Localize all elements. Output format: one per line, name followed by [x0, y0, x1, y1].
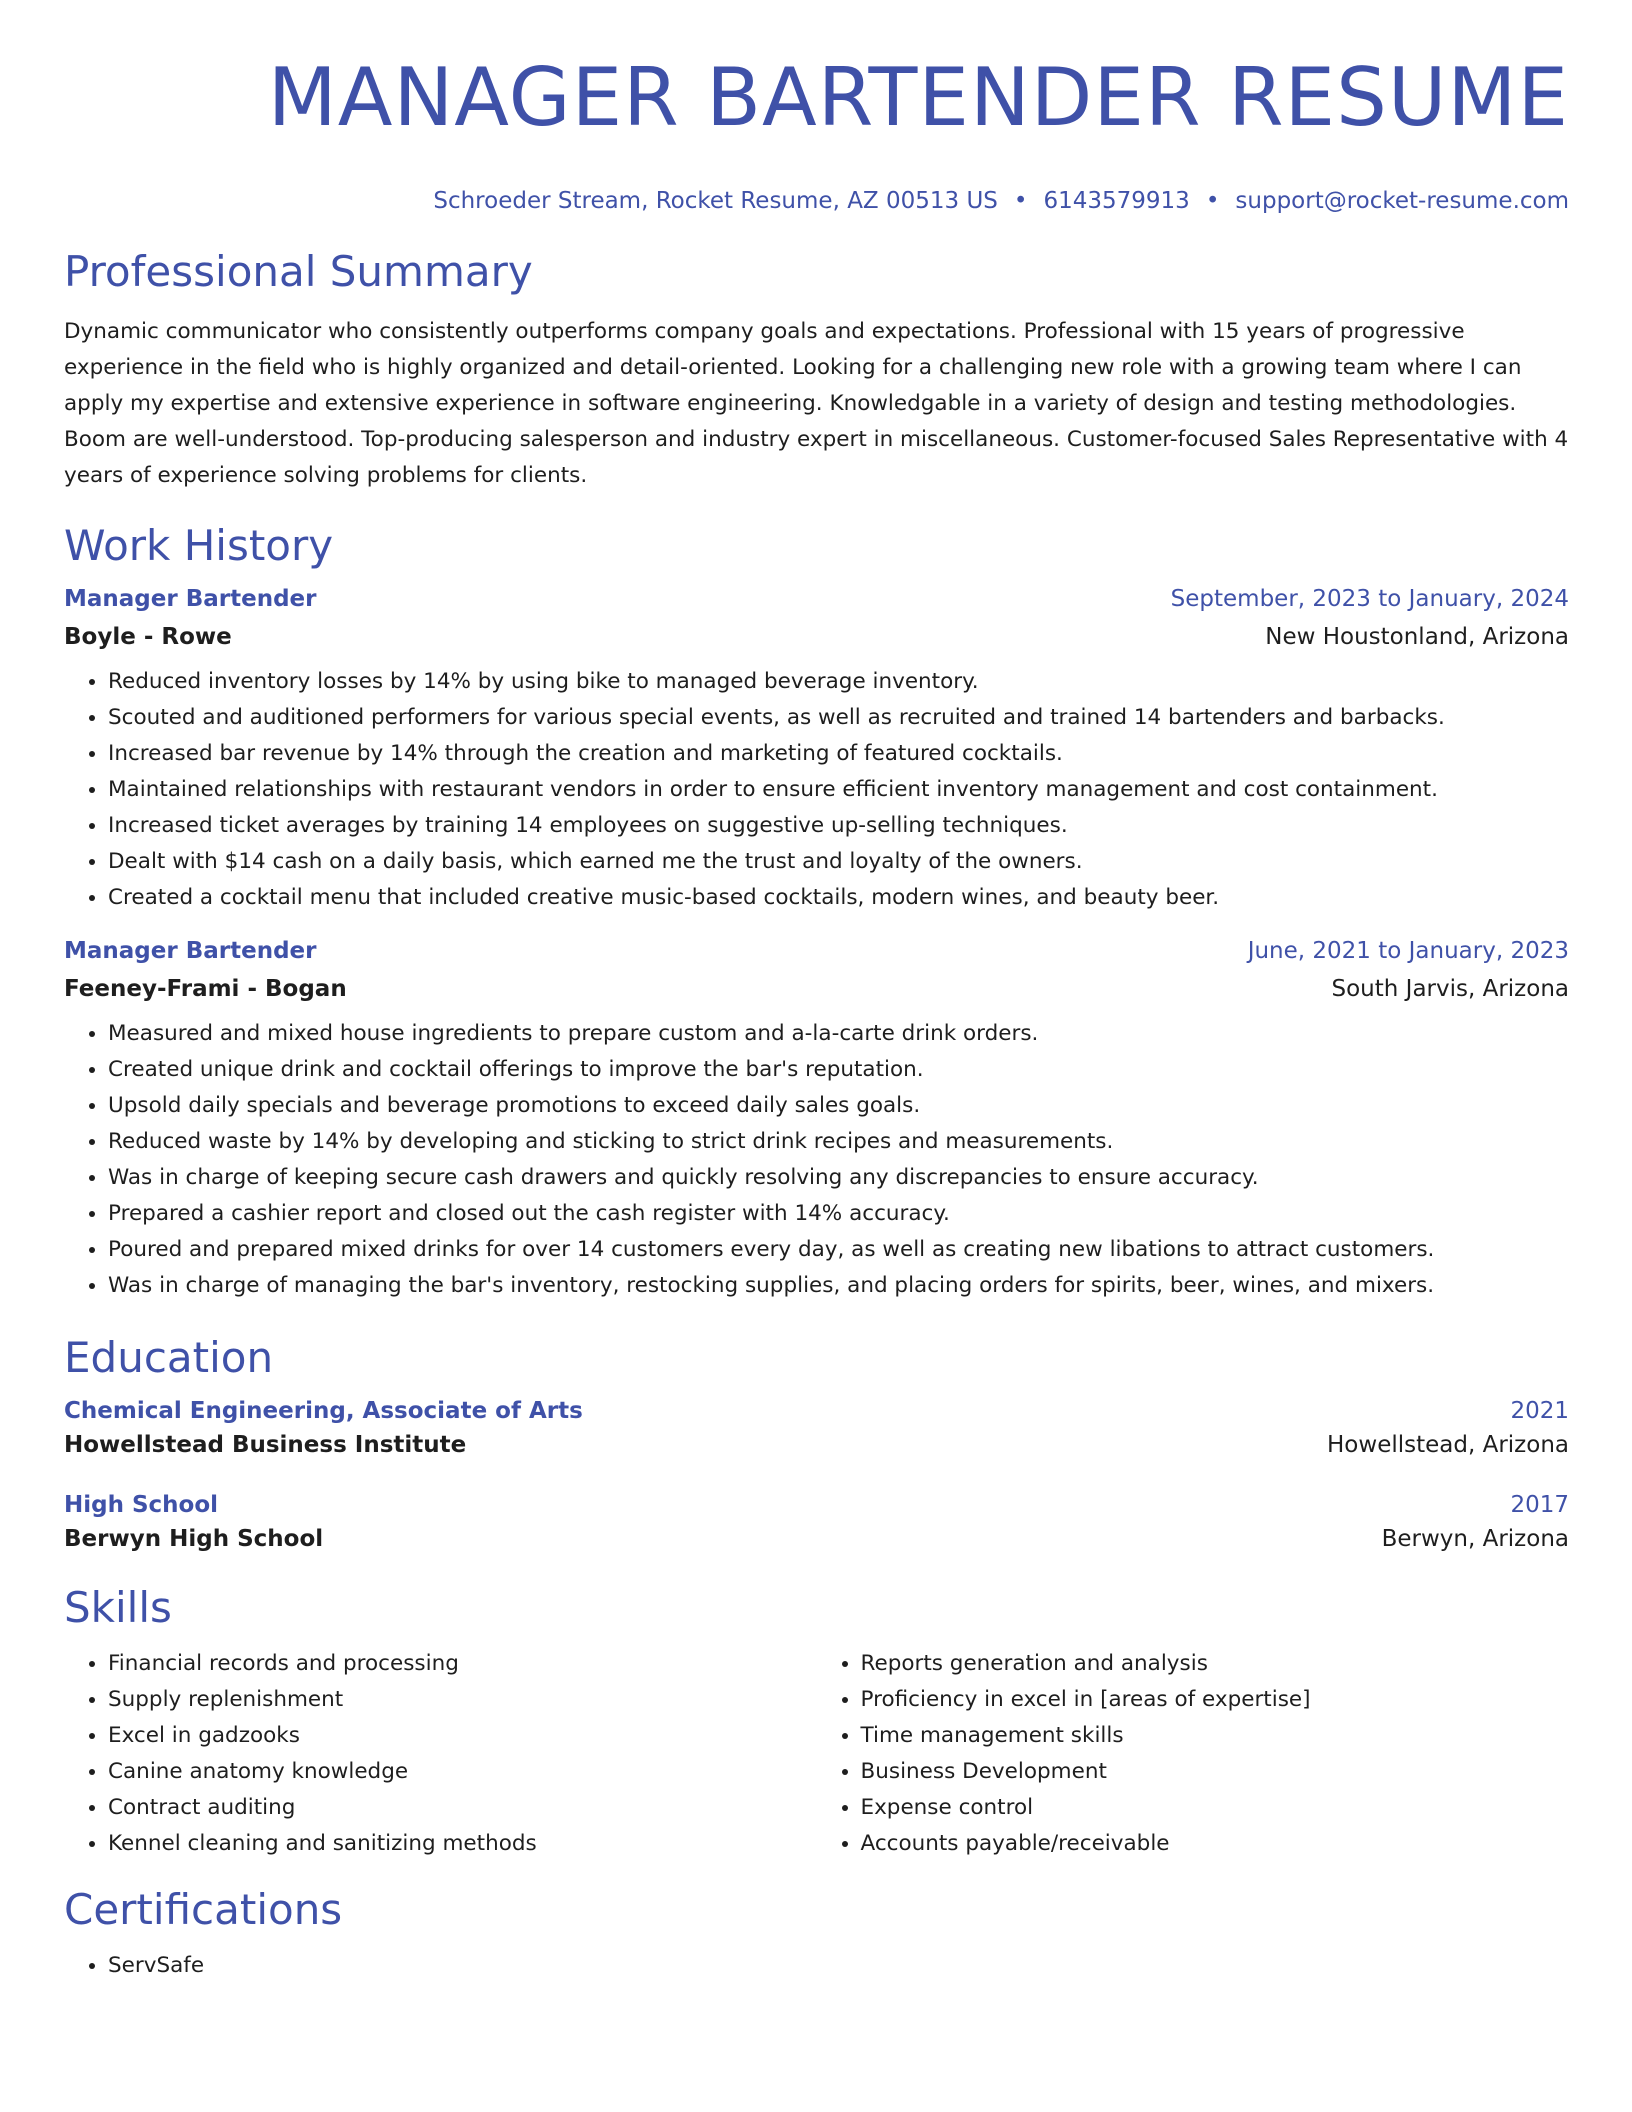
skill-item: • Expense control [861, 1790, 1570, 1826]
section-heading-certifications: Certifications [64, 1885, 343, 1934]
job-bullet-list [64, 664, 1569, 916]
job-bullet: • Reduced waste by 14% by developing and sticking to strict drink recipes and measurements. [108, 1124, 1569, 1160]
education-entry [64, 1490, 1569, 1554]
job-bullet: • Measured and mixed house ingredients to prepare custom and a-la-carte drink orders. [108, 1016, 1569, 1052]
skill-item: • Excel in gadzooks [108, 1718, 817, 1754]
section-heading-summary: Professional Summary [64, 247, 533, 296]
job-company-row [64, 614, 1569, 652]
skills-list-right [817, 1646, 1570, 1862]
job-bullet: • Created unique drink and cocktail offerings to improve the bar's reputation. [108, 1052, 1569, 1088]
skills-list-left [64, 1646, 817, 1862]
job-header-row [64, 936, 1569, 966]
education-header-row [64, 1490, 1569, 1520]
skill-item: • Contract auditing [108, 1790, 817, 1826]
section-heading-work-history: Work History [64, 521, 334, 570]
job-entry [64, 584, 1569, 916]
job-role: Manager Bartender [64, 586, 317, 612]
skill-item: • Business Development [861, 1754, 1570, 1790]
skill-item: • Financial records and processing [108, 1646, 817, 1682]
job-bullet: • Increased bar revenue by 14% through the creation and marketing of featured cocktails. [108, 736, 1569, 772]
job-bullet: • Maintained relationships with restaurant vendors in order to ensure efficient inventory management and cost containment. [108, 772, 1569, 808]
section-heading-education: Education [64, 1333, 274, 1382]
skills-grid [64, 1646, 1569, 1862]
section-heading-skills: Skills [64, 1583, 172, 1632]
skill-item: • Time management skills [861, 1718, 1570, 1754]
skill-item: • Supply replenishment [108, 1682, 817, 1718]
skill-item: • Kennel cleaning and sanitizing methods [108, 1826, 817, 1862]
job-bullet: • Was in charge of managing the bar's inventory, restocking supplies, and placing orders for spirits, beer, wines, and mixers. [108, 1268, 1569, 1304]
job-role: Manager Bartender [64, 938, 317, 964]
job-bullet-list [64, 1016, 1569, 1304]
job-header-row [64, 584, 1569, 614]
education-header-row [64, 1396, 1569, 1426]
education-year: 2017 [1510, 1492, 1569, 1518]
job-bullet: • Upsold daily specials and beverage promotions to exceed daily sales goals. [108, 1088, 1569, 1124]
summary-text: Dynamic communicator who consistently outperforms company goals and expectations. Professional with 15 years of progressive experience in the field who is highly organized and detail-oriented. Looking for a challenging new role with a growing team where I can apply my expertise and extensive experience in software engineering. Knowledgable in a variety of design and testing methodologies. Boom are well-understood. Top-producing salesperson and industry expert in miscellaneous. Customer-focused Sales Representative with 4 years of experience solving problems for clients. [64, 319, 1569, 488]
job-bullet: • Dealt with $14 cash on a daily basis, which earned me the trust and loyalty of the owners. [108, 844, 1569, 880]
education-degree: High School [64, 1492, 219, 1518]
education-degree: Chemical Engineering, Associate of Arts [64, 1398, 583, 1424]
skill-item: • Proficiency in excel in [areas of expertise] [861, 1682, 1570, 1718]
education-school-row [64, 1520, 1569, 1554]
contact-separator: • [1205, 188, 1220, 214]
job-company: Feeney-Frami - Bogan [64, 976, 347, 1002]
contact-line [64, 186, 1569, 216]
skill-item: • Canine anatomy knowledge [108, 1754, 817, 1790]
job-location: South Jarvis, Arizona [1331, 976, 1569, 1002]
job-bullet: • Was in charge of keeping secure cash drawers and quickly resolving any discrepancies to ensure accuracy. [108, 1160, 1569, 1196]
job-company: Boyle - Rowe [64, 624, 232, 650]
contact-phone: 6143579913 [1043, 188, 1190, 214]
education-entry [64, 1396, 1569, 1460]
education-school: Howellstead Business Institute [64, 1432, 467, 1458]
job-dates: September, 2023 to January, 2024 [1170, 586, 1569, 612]
job-bullet: • Prepared a cashier report and closed out the cash register with 14% accuracy. [108, 1196, 1569, 1232]
job-bullet: • Increased ticket averages by training 14 employees on suggestive up-selling techniques. [108, 808, 1569, 844]
job-location: New Houstonland, Arizona [1265, 624, 1569, 650]
contact-address: Schroeder Stream, Rocket Resume, AZ 00513 US [433, 188, 998, 214]
contact-separator: • [1013, 188, 1028, 214]
resume-header [64, 0, 1569, 216]
job-dates: June, 2021 to January, 2023 [1247, 938, 1569, 964]
page-title: MANAGER BARTENDER RESUME [267, 51, 1569, 144]
skill-item: • Accounts payable/receivable [861, 1826, 1570, 1862]
job-bullet: • Created a cocktail menu that included creative music-based cocktails, modern wines, and beauty beer. [108, 880, 1569, 916]
job-entry [64, 936, 1569, 1304]
contact-email: support@rocket-resume.com [1235, 188, 1569, 214]
education-school-row [64, 1426, 1569, 1460]
job-bullet: • Reduced inventory losses by 14% by using bike to managed beverage inventory. [108, 664, 1569, 700]
education-year: 2021 [1510, 1398, 1569, 1424]
certifications-list [64, 1948, 1569, 1984]
education-location: Berwyn, Arizona [1381, 1526, 1569, 1552]
certification-item: • ServSafe [108, 1948, 1569, 1984]
resume-page [64, 0, 1569, 1984]
education-location: Howellstead, Arizona [1327, 1432, 1569, 1458]
job-bullet: • Scouted and auditioned performers for various special events, as well as recruited and trained 14 bartenders and barbacks. [108, 700, 1569, 736]
skill-item: • Reports generation and analysis [861, 1646, 1570, 1682]
education-school: Berwyn High School [64, 1526, 324, 1552]
job-company-row [64, 966, 1569, 1004]
job-bullet: • Poured and prepared mixed drinks for over 14 customers every day, as well as creating new libations to attract customers. [108, 1232, 1569, 1268]
